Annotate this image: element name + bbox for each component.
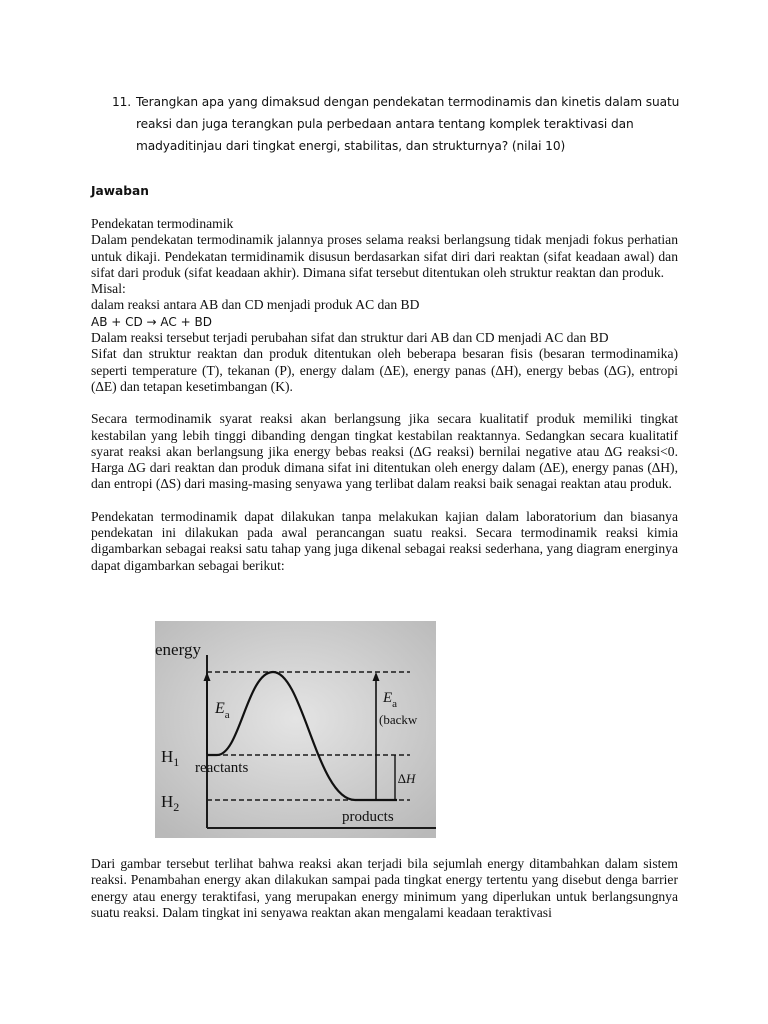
question-number: 11. <box>112 95 132 109</box>
answer-body <box>91 216 678 574</box>
paragraph-conditions: Secara termodinamik syarat reaksi akan berlangsung jika secara kualitatif produk memiliki tingkat kestabilan yang lebih tinggi dibanding dengan tingkat kestabilan reaktannya. Sedangkan secara kualitatif syarat reaksi akan berlangsung jika energy bebas reaksi (∆G reaksi) bernilai negative atau ∆G reaksi<0. Harga ∆G dari reaktan dan produk dimana sifat ini ditentukan oleh energy dalam (∆E), energy panas (∆H), dan entropi (∆S) dari masing-masing senyawa yang terlibat dalam reaksi baik senagai reaktan atau produk. <box>91 411 678 492</box>
paragraph-properties: Sifat dan struktur reaktan dan produk ditentukan oleh beberapa besaran fisis (besaran termodinamika) seperti temperature (T), tekanan (P), energy dalam (∆E), energy panas (∆H), energy bebas (∆G), entropi (∆E) dan tetapan kesetimbangan (K). <box>91 346 678 394</box>
paragraph-change: Dalam reaksi tersebut terjadi perubahan sifat dan struktur dari AB dan CD menjadi AC dan BD <box>91 330 609 346</box>
energy-diagram <box>155 621 436 838</box>
paragraph-intro: Dalam pendekatan termodinamik jalannya proses selama reaksi berlangsung tidak menjadi fokus perhatian untuk dikaji. Pendekatan termidinamik disusun berdasarkan sifat diri dari reaktan (sifat keadaan awal) dan sifat dari produk (sifat keadaan akhir). Dimana sifat tersebut ditentukan oleh struktur reaktan dan produk. <box>91 232 678 280</box>
reactants-label: reactants <box>195 760 249 776</box>
h1-label: $H_1$ <box>161 747 180 769</box>
delta-h-label: ∆H <box>398 771 416 786</box>
y-axis-label: energy <box>155 640 201 659</box>
reaction-equation: AB + CD → AC + BD <box>91 314 212 329</box>
paragraph-approach: Pendekatan termodinamik dapat dilakukan tanpa melakukan kajian dalam laboratorium dan biasanya pendekatan ini dilakukan pada awal perancangan suatu reaksi. Secara termodinamik reaksi kimia digambarkan sebagai reaksi satu tahap yang juga dikenal sebagai reaksi sederhana, yang diagram energinya dapat digambarkan sebagai berikut: <box>91 508 678 573</box>
closing-section <box>91 856 678 921</box>
ea-back-label: $E_a$ <box>383 690 398 710</box>
example-label: Misal: <box>91 281 126 297</box>
h2-label: $H_2$ <box>161 792 180 814</box>
backward-label: (backw <box>379 712 418 727</box>
example-text: dalam reaksi antara AB dan CD menjadi produk AC dan BD <box>91 297 420 313</box>
question-text: Terangkan apa yang dimaksud dengan pendekatan termodinamis dan kinetis dalam suatu reaksi dan juga terangkan pula perbedaan antara tentang komplek teraktivasi dan madyaditinjau dari tingkat energi, stabilitas, dan strukturnya? (nilai 10) <box>136 95 680 153</box>
section-heading: Pendekatan termodinamik <box>91 216 234 231</box>
energy-diagram-svg <box>155 621 436 838</box>
question-block <box>112 91 692 157</box>
closing-paragraph: Dari gambar tersebut terlihat bahwa reaksi akan terjadi bila sejumlah energy ditambahkan dalam sistem reaksi. Penambahan energy akan dilakukan sampai pada tingkat energy tertentu yang disebut denga barrier energy atau energy teraktifasi, yang merupakan energy minimum yang diperlukan untuk berlangsungnya suatu reaksi. Dalam tingkat ini senyawa reaktan akan mengalami keadaan teraktivasi <box>91 856 678 920</box>
ea-label: $E_a$ <box>215 700 230 721</box>
answer-heading: Jawaban <box>91 184 149 198</box>
products-label: products <box>342 809 394 825</box>
